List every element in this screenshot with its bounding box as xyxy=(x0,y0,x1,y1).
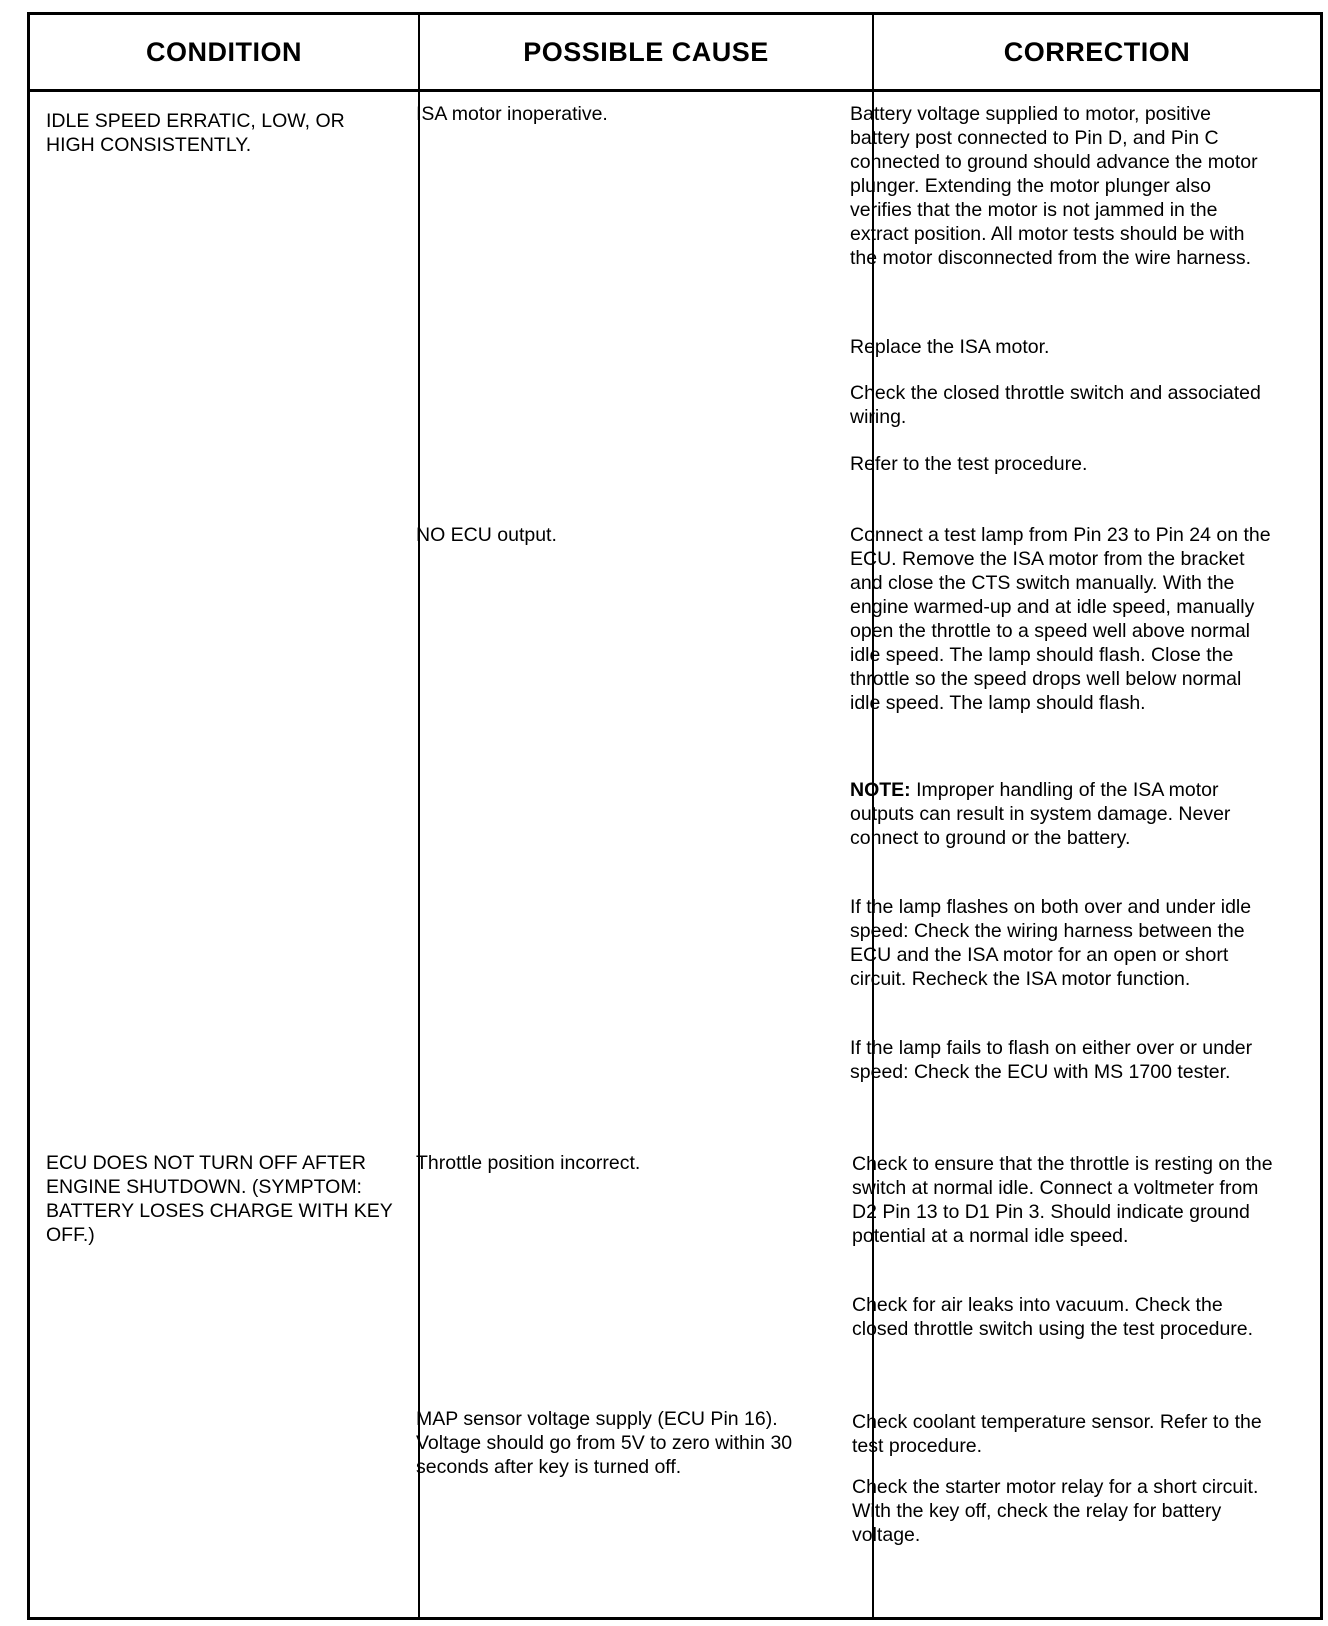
correction-replace-isa: Replace the ISA motor. xyxy=(850,336,1050,358)
cause-no-ecu-output: NO ECU output. xyxy=(416,524,557,546)
troubleshooting-table xyxy=(27,12,1323,1620)
header-correction: CORRECTION xyxy=(1003,36,1191,67)
cause-isa-motor: ISA motor inoperative. xyxy=(416,103,608,125)
header-possible-cause: POSSIBLE CAUSE xyxy=(523,36,769,67)
note-label: NOTE: xyxy=(850,779,911,801)
column-divider-1 xyxy=(418,15,420,1617)
correction-test-lamp: Connect a test lamp from Pin 23 to Pin 24 on the ECU. Remove the ISA motor from the bracket and close the CTS switch manually. With the engine warmed-up and at idle speed, manually open the throttle to a speed well above normal idle speed. The lamp should flash. Close the throttle so the speed drops well below normal idle speed. The lamp should flash. xyxy=(850,524,1271,714)
header-divider xyxy=(30,89,1320,92)
header-condition: CONDITION xyxy=(146,36,302,67)
cause-throttle-position: Throttle position incorrect. xyxy=(416,1152,641,1174)
correction-lamp-flashes: If the lamp flashes on both over and under idle speed: Check the wiring harness between the ECU and the ISA motor for an open or short circuit. Recheck the ISA motor function. xyxy=(850,896,1252,990)
correction-air-leaks: Check for air leaks into vacuum. Check the closed throttle switch using the test procedure. xyxy=(852,1294,1254,1340)
correction-coolant-sensor: Check coolant temperature sensor. Refer to the test procedure. xyxy=(852,1411,1262,1457)
note-text: Improper handling of the ISA motor outputs can result in system damage. Never connect to ground or the battery. xyxy=(850,779,1231,849)
correction-starter-relay: Check the starter motor relay for a short circuit. With the key off, check the relay for battery voltage. xyxy=(852,1476,1259,1546)
condition-ecu-not-off: ECU DOES NOT TURN OFF AFTER ENGINE SHUTDOWN. (SYMPTOM: BATTERY LOSES CHARGE WITH KEY OFF.) xyxy=(46,1152,393,1246)
correction-battery-voltage: Battery voltage supplied to motor, positive battery post connected to Pin D, and Pin C connected to ground should advance the motor plunger. Extending the motor plunger also verifies that the motor is not jammed in the extract position. All motor tests should be with the motor disconnected from the wire harness. xyxy=(850,103,1258,269)
correction-test-procedure: Refer to the test procedure. xyxy=(850,453,1088,475)
correction-note xyxy=(850,778,1275,850)
condition-idle-speed: IDLE SPEED ERRATIC, LOW, OR HIGH CONSISTENTLY. xyxy=(46,110,345,156)
cause-map-sensor: MAP sensor voltage supply (ECU Pin 16). Voltage should go from 5V to zero within 30 seconds after key is turned off. xyxy=(416,1408,793,1478)
correction-lamp-fails: If the lamp fails to flash on either over or under speed: Check the ECU with MS 1700 tester. xyxy=(850,1037,1253,1083)
correction-check-throttle: Check to ensure that the throttle is resting on the switch at normal idle. Connect a voltmeter from D2 Pin 13 to D1 Pin 3. Should indicate ground potential at a normal idle speed. xyxy=(852,1153,1273,1247)
correction-closed-throttle: Check the closed throttle switch and associated wiring. xyxy=(850,382,1261,428)
